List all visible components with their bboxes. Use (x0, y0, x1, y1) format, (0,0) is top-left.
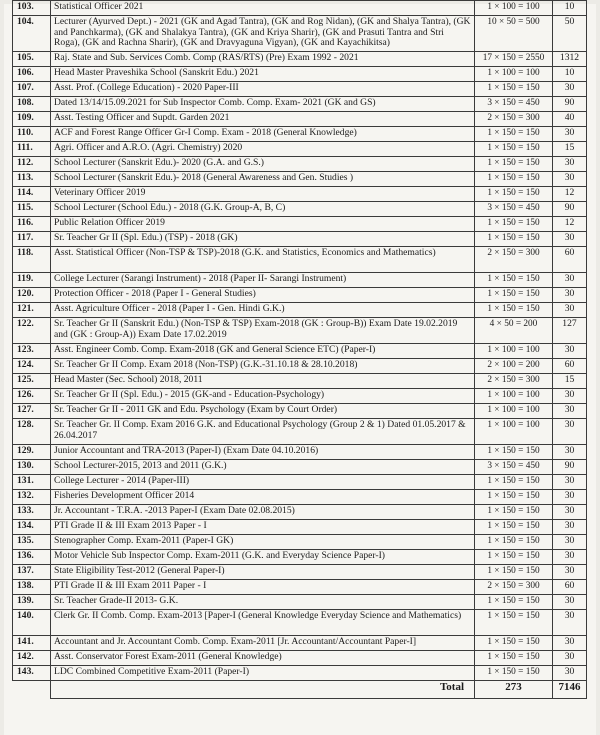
serial-number-cell: 133. (13, 505, 51, 520)
exam-title-cell: Statistical Officer 2021 (51, 1, 475, 16)
table-row (13, 651, 587, 666)
table-row (13, 157, 587, 172)
table-row (13, 595, 587, 610)
exam-title-cell: Head Master (Sec. School) 2018, 2011 (51, 374, 475, 389)
marks-cell: 30 (553, 344, 587, 359)
serial-number-cell: 107. (13, 82, 51, 97)
table-row (13, 1, 587, 16)
marks-cell: 15 (553, 142, 587, 157)
questions-cell: 1 × 150 = 150 (475, 172, 553, 187)
questions-cell: 1 × 150 = 150 (475, 505, 553, 520)
exam-title-cell: Stenographer Comp. Exam-2011 (Paper-I GK) (51, 535, 475, 550)
serial-number-cell: 143. (13, 666, 51, 681)
questions-cell: 1 × 150 = 150 (475, 550, 553, 565)
questions-cell: 1 × 150 = 150 (475, 288, 553, 303)
table-row (13, 419, 587, 445)
questions-cell: 1 × 100 = 100 (475, 389, 553, 404)
table-row (13, 112, 587, 127)
serial-number-cell: 103. (13, 1, 51, 16)
marks-cell: 30 (553, 550, 587, 565)
questions-cell: 1 × 100 = 100 (475, 344, 553, 359)
table-row (13, 16, 587, 52)
table-row (13, 247, 587, 273)
table-row (13, 445, 587, 460)
exam-title-cell: State Eligibility Test-2012 (General Paper-I) (51, 565, 475, 580)
questions-cell: 1 × 150 = 150 (475, 520, 553, 535)
questions-cell: 3 × 150 = 450 (475, 202, 553, 217)
exam-title-cell: Sr. Teacher Gr II - 2011 GK and Edu. Psychology (Exam by Court Order) (51, 404, 475, 419)
table-row (13, 318, 587, 344)
exam-title-cell: PTI Grade II & III Exam 2011 Paper - I (51, 580, 475, 595)
marks-cell: 30 (553, 610, 587, 636)
exam-title-cell: Sr. Teacher Gr. II Comp. Exam 2016 G.K. and Educational Psychology (Group 2 & 1) Dated 01.05.2017 & 26.04.2017 (51, 419, 475, 445)
serial-number-cell: 121. (13, 303, 51, 318)
questions-cell: 2 × 150 = 300 (475, 580, 553, 595)
table-row (13, 490, 587, 505)
serial-number-cell: 109. (13, 112, 51, 127)
questions-cell: 1 × 150 = 150 (475, 217, 553, 232)
questions-cell: 17 × 150 = 2550 (475, 52, 553, 67)
serial-number-cell: 131. (13, 475, 51, 490)
questions-cell: 1 × 150 = 150 (475, 595, 553, 610)
exam-title-cell: Head Master Praveshika School (Sanskrit Edu.) 2021 (51, 67, 475, 82)
exam-papers-table (12, 0, 587, 699)
table-row (13, 666, 587, 681)
serial-number-cell: 137. (13, 565, 51, 580)
table-row (13, 172, 587, 187)
marks-cell: 30 (553, 505, 587, 520)
marks-cell: 30 (553, 303, 587, 318)
exam-title-cell: Sr. Teacher Gr II (Spl. Edu.) (TSP) - 2018 (GK) (51, 232, 475, 247)
exam-title-cell: Sr. Teacher Gr II Comp. Exam 2018 (Non-TSP) (G.K.-31.10.18 & 28.10.2018) (51, 359, 475, 374)
table-row (13, 52, 587, 67)
marks-cell: 90 (553, 97, 587, 112)
questions-cell: 1 × 150 = 150 (475, 232, 553, 247)
exam-title-cell: Lecturer (Ayurved Dept.) - 2021 (GK and Agad Tantra), (GK and Rog Nidan), (GK and Shalya Tantra), (GK and Panchkarma), (GK and Shalakya Tantra), (GK and Kriya Sharir), (GK and Prasuti Tantra and Stri Roga), (GK and Rachna Sharir), (GK and Dravyaguna Vigyan), (GK and Kayachikitsa) (51, 16, 475, 52)
table-row (13, 505, 587, 520)
table-row (13, 565, 587, 580)
serial-number-cell: 117. (13, 232, 51, 247)
table-row (13, 475, 587, 490)
serial-number-cell: 138. (13, 580, 51, 595)
marks-cell: 60 (553, 247, 587, 273)
serial-number-cell: 129. (13, 445, 51, 460)
marks-cell: 30 (553, 232, 587, 247)
exam-title-cell: Asst. Engineer Comb. Comp. Exam-2018 (GK and General Science ETC) (Paper-I) (51, 344, 475, 359)
marks-cell: 30 (553, 273, 587, 288)
table-row (13, 273, 587, 288)
exam-title-cell: Asst. Prof. (College Education) - 2020 Paper-III (51, 82, 475, 97)
questions-cell: 1 × 150 = 150 (475, 273, 553, 288)
questions-cell: 1 × 150 = 150 (475, 475, 553, 490)
questions-cell: 3 × 150 = 450 (475, 460, 553, 475)
marks-cell: 30 (553, 419, 587, 445)
serial-number-cell: 139. (13, 595, 51, 610)
marks-cell: 30 (553, 172, 587, 187)
table-row (13, 460, 587, 475)
marks-cell: 30 (553, 520, 587, 535)
exam-title-cell: Sr. Teacher Gr II (Spl. Edu.) - 2015 (GK-and - Education-Psychology) (51, 389, 475, 404)
table-row (13, 202, 587, 217)
serial-number-cell: 126. (13, 389, 51, 404)
serial-number-cell: 122. (13, 318, 51, 344)
questions-cell: 4 × 50 = 200 (475, 318, 553, 344)
table-row (13, 288, 587, 303)
marks-cell: 15 (553, 374, 587, 389)
questions-cell: 1 × 150 = 150 (475, 490, 553, 505)
marks-cell: 30 (553, 595, 587, 610)
marks-cell: 30 (553, 565, 587, 580)
serial-number-cell: 114. (13, 187, 51, 202)
marks-cell: 12 (553, 217, 587, 232)
exam-title-cell: Asst. Conservator Forest Exam-2011 (General Knowledge) (51, 651, 475, 666)
exam-title-cell: Public Relation Officer 2019 (51, 217, 475, 232)
exam-title-cell: School Lecturer-2015, 2013 and 2011 (G.K.) (51, 460, 475, 475)
marks-cell: 30 (553, 475, 587, 490)
questions-cell: 1 × 150 = 150 (475, 82, 553, 97)
serial-number-cell: 127. (13, 404, 51, 419)
exam-title-cell: Veterinary Officer 2019 (51, 187, 475, 202)
exam-title-cell: Dated 13/14/15.09.2021 for Sub Inspector Comb. Comp. Exam- 2021 (GK and GS) (51, 97, 475, 112)
table-row (13, 217, 587, 232)
exam-title-cell: PTI Grade II & III Exam 2013 Paper - I (51, 520, 475, 535)
marks-cell: 127 (553, 318, 587, 344)
exam-title-cell: Jr. Accountant - T.R.A. -2013 Paper-I (Exam Date 02.08.2015) (51, 505, 475, 520)
total-marks: 7146 (553, 681, 587, 699)
marks-cell: 30 (553, 651, 587, 666)
document-page (4, 1, 596, 735)
serial-number-cell: 110. (13, 127, 51, 142)
total-label: Total (51, 681, 475, 699)
serial-number-cell: 119. (13, 273, 51, 288)
serial-number-cell: 132. (13, 490, 51, 505)
exam-title-cell: College Lecturer - 2014 (Paper-III) (51, 475, 475, 490)
serial-number-cell: 112. (13, 157, 51, 172)
marks-cell: 10 (553, 1, 587, 16)
exam-title-cell: Asst. Testing Officer and Supdt. Garden 2021 (51, 112, 475, 127)
table-row (13, 187, 587, 202)
questions-cell: 1 × 100 = 100 (475, 67, 553, 82)
questions-cell: 1 × 150 = 150 (475, 636, 553, 651)
serial-number-cell: 115. (13, 202, 51, 217)
exam-title-cell: School Lecturer (School Edu.) - 2018 (G.K. Group-A, B, C) (51, 202, 475, 217)
marks-cell: 30 (553, 445, 587, 460)
marks-cell: 30 (553, 82, 587, 97)
total-row (13, 681, 587, 699)
serial-number-cell: 136. (13, 550, 51, 565)
marks-cell: 30 (553, 636, 587, 651)
questions-cell: 1 × 150 = 150 (475, 445, 553, 460)
marks-cell: 50 (553, 16, 587, 52)
exam-title-cell: Sr. Teacher Gr II (Sanskrit Edu.) (Non-TSP & TSP) Exam-2018 (GK : Group-B)) Exam Date 19.02.2019 and (GK : Group-A)) Exam Date 17.02.2019 (51, 318, 475, 344)
questions-cell: 1 × 150 = 150 (475, 610, 553, 636)
marks-cell: 60 (553, 359, 587, 374)
exam-title-cell: Sr. Teacher Grade-II 2013- G.K. (51, 595, 475, 610)
questions-cell: 1 × 150 = 150 (475, 142, 553, 157)
marks-cell: 90 (553, 202, 587, 217)
table-row (13, 359, 587, 374)
exam-title-cell: Raj. State and Sub. Services Comb. Comp (RAS/RTS) (Pre) Exam 1992 - 2021 (51, 52, 475, 67)
exam-title-cell: Agri. Officer and A.R.O. (Agri. Chemistry) 2020 (51, 142, 475, 157)
serial-number-cell: 105. (13, 52, 51, 67)
questions-cell: 10 × 50 = 500 (475, 16, 553, 52)
questions-cell: 1 × 100 = 100 (475, 404, 553, 419)
marks-cell: 1312 (553, 52, 587, 67)
questions-cell: 2 × 150 = 300 (475, 112, 553, 127)
questions-cell: 1 × 150 = 150 (475, 303, 553, 318)
exam-title-cell: ACF and Forest Range Officer Gr-I Comp. Exam - 2018 (General Knowledge) (51, 127, 475, 142)
exam-title-cell: Asst. Agriculture Officer - 2018 (Paper I - Gen. Hindi G.K.) (51, 303, 475, 318)
serial-number-cell: 118. (13, 247, 51, 273)
questions-cell: 1 × 150 = 150 (475, 187, 553, 202)
exam-title-cell: Accountant and Jr. Accountant Comb. Comp. Exam-2011 [Jr. Accountant/Accountant Paper-I] (51, 636, 475, 651)
table-row (13, 404, 587, 419)
serial-number-cell: 141. (13, 636, 51, 651)
questions-cell: 1 × 150 = 150 (475, 127, 553, 142)
serial-number-cell: 124. (13, 359, 51, 374)
table-row (13, 127, 587, 142)
serial-number-cell: 108. (13, 97, 51, 112)
exam-title-cell: School Lecturer (Sanskrit Edu.)- 2020 (G.A. and G.S.) (51, 157, 475, 172)
table-row (13, 82, 587, 97)
marks-cell: 30 (553, 666, 587, 681)
questions-cell: 2 × 100 = 200 (475, 359, 553, 374)
exam-title-cell: Motor Vehicle Sub Inspector Comp. Exam-2011 (G.K. and Everyday Science Paper-I) (51, 550, 475, 565)
table-row (13, 610, 587, 636)
questions-cell: 3 × 150 = 450 (475, 97, 553, 112)
exam-title-cell: Fisheries Development Officer 2014 (51, 490, 475, 505)
serial-number-cell: 134. (13, 520, 51, 535)
questions-cell: 1 × 150 = 150 (475, 157, 553, 172)
table-row (13, 389, 587, 404)
questions-cell: 1 × 100 = 100 (475, 419, 553, 445)
questions-cell: 1 × 100 = 100 (475, 1, 553, 16)
marks-cell: 12 (553, 187, 587, 202)
exam-title-cell: Clerk Gr. II Comb. Comp. Exam-2013 [Paper-I (General Knowledge Everyday Science and Mathematics) (51, 610, 475, 636)
questions-cell: 1 × 150 = 150 (475, 666, 553, 681)
marks-cell: 30 (553, 490, 587, 505)
serial-number-cell: 135. (13, 535, 51, 550)
exam-title-cell: School Lecturer (Sanskrit Edu.)- 2018 (General Awareness and Gen. Studies ) (51, 172, 475, 187)
marks-cell: 90 (553, 460, 587, 475)
table-row (13, 636, 587, 651)
questions-cell: 1 × 150 = 150 (475, 651, 553, 666)
serial-number-cell: 104. (13, 16, 51, 52)
exam-title-cell: Junior Accountant and TRA-2013 (Paper-I) (Exam Date 04.10.2016) (51, 445, 475, 460)
marks-cell: 40 (553, 112, 587, 127)
marks-cell: 30 (553, 389, 587, 404)
table-row (13, 520, 587, 535)
table-row (13, 303, 587, 318)
questions-cell: 2 × 150 = 300 (475, 374, 553, 389)
serial-number-cell: 120. (13, 288, 51, 303)
serial-number-cell: 111. (13, 142, 51, 157)
serial-number-cell: 142. (13, 651, 51, 666)
questions-cell: 1 × 150 = 150 (475, 565, 553, 580)
exam-title-cell: Asst. Statistical Officer (Non-TSP & TSP)-2018 (G.K. and Statistics, Economics and Mathematics) (51, 247, 475, 273)
questions-cell: 2 × 150 = 300 (475, 247, 553, 273)
exam-title-cell: Protection Officer - 2018 (Paper I - General Studies) (51, 288, 475, 303)
table-row (13, 580, 587, 595)
table-row (13, 550, 587, 565)
marks-cell: 30 (553, 127, 587, 142)
table-row (13, 535, 587, 550)
marks-cell: 30 (553, 157, 587, 172)
serial-number-cell: 130. (13, 460, 51, 475)
marks-cell: 60 (553, 580, 587, 595)
marks-cell: 30 (553, 535, 587, 550)
table-row (13, 142, 587, 157)
questions-cell: 1 × 150 = 150 (475, 535, 553, 550)
serial-number-cell: 123. (13, 344, 51, 359)
exam-title-cell: LDC Combined Competitive Exam-2011 (Paper-I) (51, 666, 475, 681)
table-row (13, 67, 587, 82)
table-row (13, 232, 587, 247)
table-row (13, 344, 587, 359)
serial-number-cell: 128. (13, 419, 51, 445)
serial-number-cell: 116. (13, 217, 51, 232)
marks-cell: 30 (553, 288, 587, 303)
serial-number-cell: 106. (13, 67, 51, 82)
serial-number-cell: 140. (13, 610, 51, 636)
exam-title-cell: College Lecturer (Sarangi Instrument) - 2018 (Paper II- Sarangi Instrument) (51, 273, 475, 288)
total-questions: 273 (475, 681, 553, 699)
marks-cell: 30 (553, 404, 587, 419)
marks-cell: 10 (553, 67, 587, 82)
table-row (13, 97, 587, 112)
serial-number-cell: 113. (13, 172, 51, 187)
serial-number-cell: 125. (13, 374, 51, 389)
table-row (13, 374, 587, 389)
